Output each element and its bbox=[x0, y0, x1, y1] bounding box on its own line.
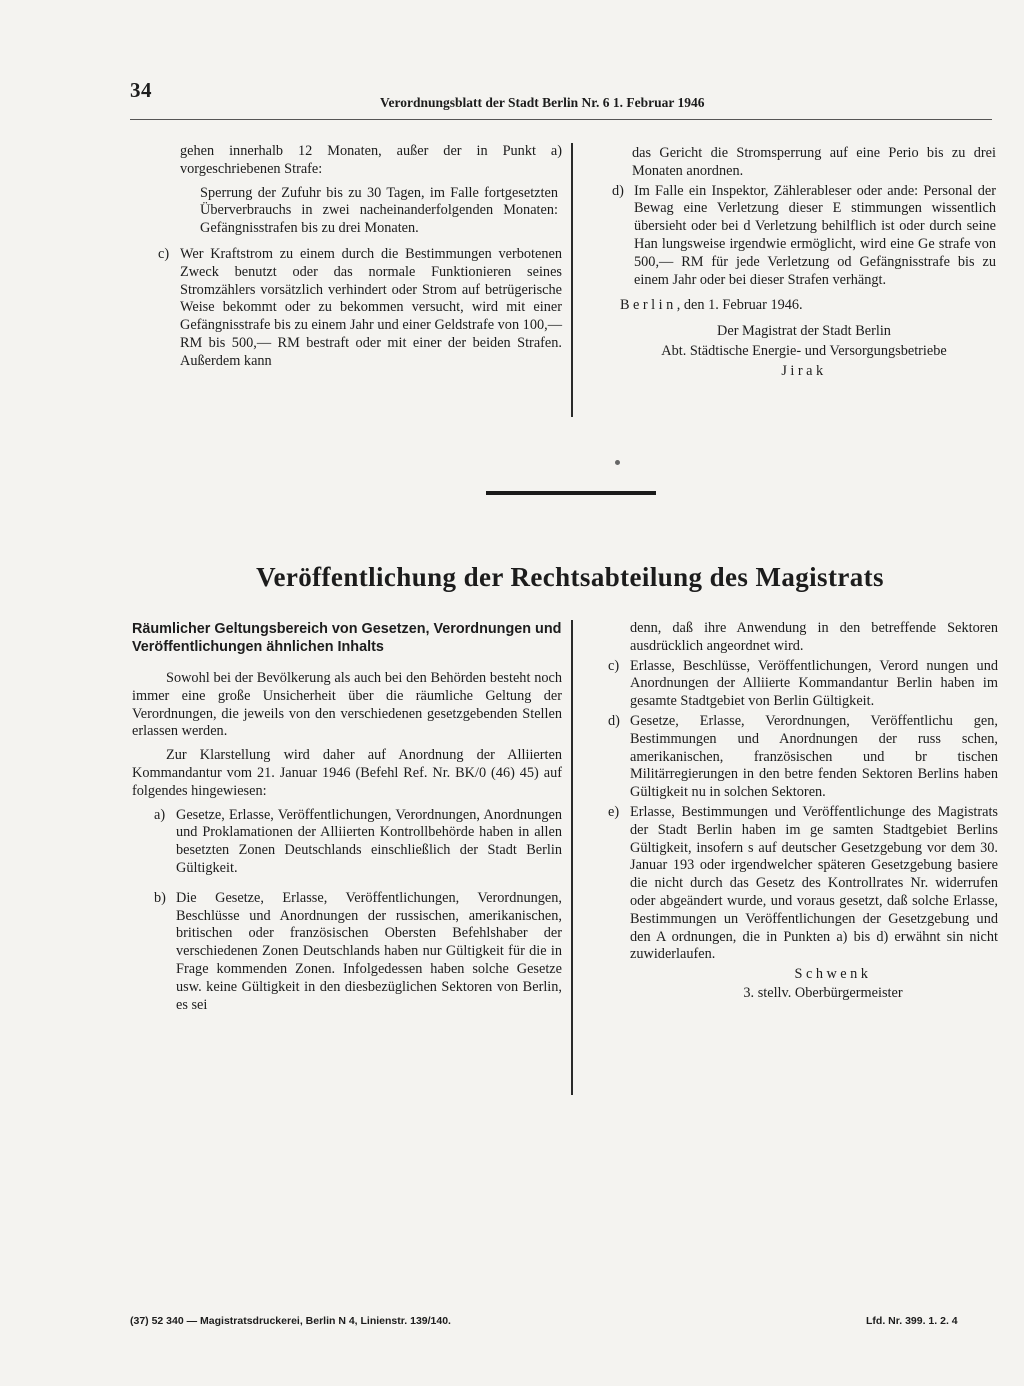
section-title: Veröffentlichung der Rechtsabteilung des Magistrats bbox=[256, 562, 884, 592]
lower-right-column bbox=[608, 620, 998, 1003]
item-b-text: Die Gesetze, Erlasse, Veröffentlichungen, Verordnungen, Beschlüsse und Anordnungen der russischen, amerikanischen, britischen oder französischen Obersten Befehlshaber der verschiedenen Zonen Deutschlands haben nur Gültigkeit für die in Frage kommenden Zonen. Infolgedessen haben solche Gesetze usw. keine Gültigkeit in den diesbezüglichen Sektoren von Berlin, es sei bbox=[176, 889, 562, 1013]
place: Berlin bbox=[620, 297, 677, 314]
item-a-marker: a) bbox=[154, 806, 166, 823]
item-b-marker: b) bbox=[154, 889, 166, 906]
item-c2-text: Erlasse, Beschlüsse, Veröffentlichungen, Verord nungen und Anordnungen der Alliierte Kommandantur Berlin haben im gesamte Stadtgebiet von Berlin Gültigkeit. bbox=[630, 657, 998, 710]
place-date bbox=[612, 297, 996, 315]
footer-imprint: (37) 52 340 — Magistratsdruckerei, Berlin N 4, Linienstr. 139/140. bbox=[130, 1315, 451, 1327]
top-right-column bbox=[612, 145, 996, 381]
lower-left-column bbox=[132, 620, 562, 1014]
item-c-text: Wer Kraftstrom zu einem durch die Bestimmungen verbotenen Zweck benutzt oder das normale Funktionieren seines Stromzählers vorsätzlich verhindert oder Strom auf betrügerische Weise bekommt oder zu bekommen versucht, wird mit einer Gefängnisstrafe bis zu einem Jahr und einer Geldstrafe von 100,— RM bis 500,— RM bestraft oder mit einer der beiden Strafen. Außerdem kann bbox=[180, 245, 562, 369]
section-subtitle: Räumlicher Geltungsbereich von Gesetzen, Verordnungen und Veröffentlichungen ähnlichen Inhalts bbox=[132, 621, 562, 655]
page-number: 34 bbox=[130, 78, 152, 102]
item-e2-text: Erlasse, Bestimmungen und Veröffentlichunge des Magistrats der Stadt Berlin haben im ge samten Stadtgebiet Berlins Gültigkeit, insofern s auf deutscher Gesetzgebung vor dem 30. Januar 193 oder irgendwelcher späteren Gesetzgebung basiere die nicht durch das Gesetz des Kontrollrates Nr. widerrufen oder abgeändert wurde, und voraus gesetzt, daß solche Erlasse, Bestimmungen un Veröffentlichungen der Gesetzgebung und den A ordnungen, die in Punkten a) bis d) erwähnt sin nicht zuwiderlaufen. bbox=[630, 803, 998, 963]
item-d bbox=[612, 183, 996, 290]
date: , den 1. Februar 1946. bbox=[676, 297, 803, 314]
section-signatory: Schwenk bbox=[794, 966, 872, 983]
item-d2-marker: d) bbox=[608, 712, 620, 729]
section-divider bbox=[486, 491, 656, 495]
top-right-continuation: das Gericht die Stromsperrung auf eine Perio bis zu drei Monaten anordnen. bbox=[632, 145, 996, 179]
department: Abt. Städtische Energie- und Versorgungsbetriebe bbox=[661, 342, 947, 359]
header-rule bbox=[130, 119, 992, 120]
top-signatory: Jirak bbox=[781, 362, 827, 379]
list-item bbox=[608, 658, 998, 711]
top-left-column bbox=[158, 143, 562, 371]
penalty-block: Sperrung der Zufuhr bis zu 30 Tagen, im Falle fortgesetzten Überverbrauchs in zwei nacheinanderfolgenden Monaten: Gefängnisstrafen bis zu drei Monaten. bbox=[200, 184, 558, 237]
list-item bbox=[608, 713, 998, 802]
list-item bbox=[608, 804, 998, 964]
dot-mark bbox=[615, 460, 620, 465]
item-c bbox=[158, 246, 562, 371]
para-2: Zur Klarstellung wird daher auf Anordnung der Alliierten Kommandantur vom 21. Januar 1946 (Befehl Ref. Nr. BK/0 (46) 45) auf folgendes hingewiesen: bbox=[132, 747, 562, 799]
footer-reference: Lfd. Nr. 399. 1. 2. 4 bbox=[866, 1315, 958, 1327]
item-e2-marker: e) bbox=[608, 803, 620, 820]
list-item bbox=[132, 807, 562, 878]
para-1: Sowohl bei der Bevölkerung als auch bei den Behörden besteht noch immer eine große Unsicherheit über die räumliche Geltung der Verordnungen, die jeweils von den verschiedenen gesetzgebenden Stellen erlassen werden. bbox=[132, 670, 562, 740]
item-c2-marker: c) bbox=[608, 657, 620, 674]
item-c-marker: c) bbox=[158, 245, 170, 262]
top-column-rule bbox=[571, 143, 573, 417]
running-head: Verordnungsblatt der Stadt Berlin Nr. 6 1. Februar 1946 bbox=[380, 95, 705, 110]
lower-right-continuation: denn, daß ihre Anwendung in den betreffende Sektoren ausdrücklich angeordnet wird. bbox=[630, 620, 998, 654]
top-left-intro: gehen innerhalb 12 Monaten, außer der in Punkt a) vorgeschriebenen Strafe: bbox=[180, 143, 562, 177]
item-d-marker: d) bbox=[612, 182, 624, 199]
lower-column-rule bbox=[571, 620, 573, 1095]
authority: Der Magistrat der Stadt Berlin bbox=[717, 323, 891, 340]
section-signatory-title: 3. stellv. Oberbürgermeister bbox=[743, 984, 903, 1001]
item-d2-text: Gesetze, Erlasse, Verordnungen, Veröffentlichu gen, Bestimmungen und Anordnungen der russ schen, amerikanischen, französischen und br tischen Militärregierungen in den betre fenden Sektoren Berlins haben Gültigkeit nu in solchen Sektoren. bbox=[630, 712, 998, 801]
list-item bbox=[132, 890, 562, 1015]
item-a-text: Gesetze, Erlasse, Veröffentlichungen, Verordnungen, Anordnungen und Proklamationen der Alliierten Kontrollbehörde haben in allen besetzten Zonen Deutschlands einschließlich der Stadt Berlin Gültigkeit. bbox=[176, 806, 562, 876]
item-d-text: Im Falle ein Inspektor, Zählerableser oder ande: Personal der Bewag eine Verletzung dieser E stimmungen wissentlich übersieht oder bei d Verletzung behilflich ist oder durch seine Han lungsweise irgendwie ermöglicht, wird eine Ge strafe von 500,— RM für jede Verletzung od Gefängnisstrafe bis zu einem Jahr oder bei dieser Strafen verhängt. bbox=[634, 182, 996, 288]
